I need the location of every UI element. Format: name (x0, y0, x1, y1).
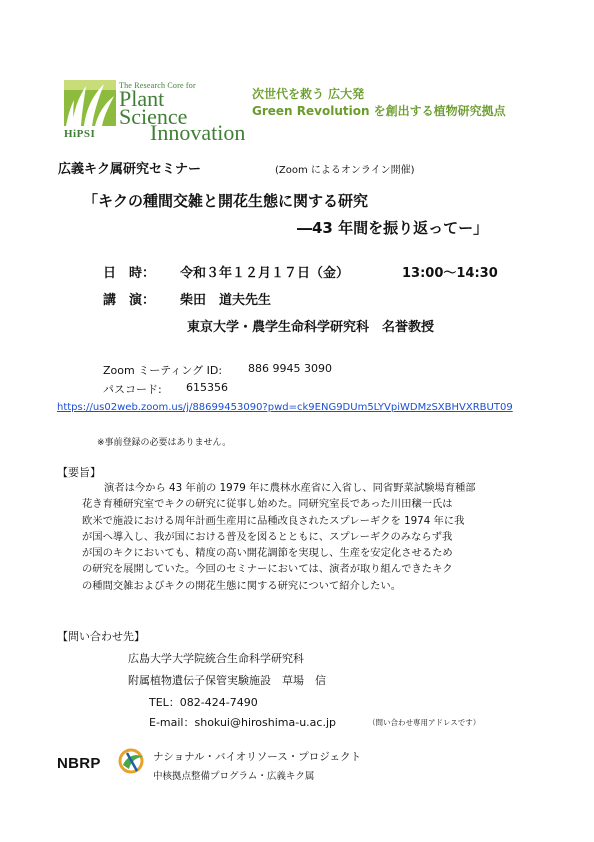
nbrp-swirl-icon (117, 747, 147, 775)
speaker-label: 講 演： (103, 293, 156, 308)
logo-word-plant: Plant (119, 86, 165, 111)
abstract-line: が国のキクにおいても、精度の高い開花調節を実現し、生産を安定化させるため (82, 547, 453, 560)
contact-email[interactable]: E-mail：shokui@hiroshima-u.ac.jp (149, 716, 336, 729)
zoom-meeting-id-label: Zoom ミーティング ID: (103, 364, 223, 377)
zoom-meeting-id-value: 886 9945 3090 (248, 362, 332, 375)
abstract-line: 花き育種研究室でキクの研究に従事し始めた。同研究室長であった川田穣一氏は (82, 498, 453, 511)
header-tagline-line1: 次世代を救う 広大発 (252, 87, 365, 101)
contact-facility-person: 附属植物遺伝子保管実験施設 草場 信 (128, 674, 326, 687)
zoom-passcode-value: 615356 (186, 381, 228, 394)
abstract-line: の研究を展開していた。今回のセミナーにおいては、演者が取り組んできたキク (82, 563, 453, 576)
seminar-series-title: 広義キク属研究セミナー (58, 162, 202, 177)
date-label: 日 時： (103, 266, 156, 281)
abstract-line: 演者は今から 43 年前の 1979 年に農林水産省に入省し、同省野菜試験場育種部 (104, 482, 476, 494)
footer-project-name: ナショナル・バイオリソース・プロジェクト (153, 751, 362, 763)
contact-heading: 【問い合わせ先】 (57, 630, 145, 643)
speaker-affiliation: 東京大学・農学生命科学研究科 名誉教授 (187, 320, 435, 335)
talk-title-line1: 「キクの種間交雑と開花生態に関する研究 (83, 192, 369, 210)
abstract-body (82, 480, 540, 594)
abstract-line: 欧米で施設における周年計画生産用に品種改良されたスプレーギクを 1974 年に我 (82, 514, 465, 527)
contact-phone: TEL：082-424-7490 (149, 696, 258, 709)
abstract-heading: 【要旨】 (57, 466, 101, 479)
contact-organization: 広島大学大学院統合生命科学研究科 (128, 652, 304, 665)
contact-email-note: （問い合わせ専用アドレスです） (368, 718, 481, 727)
logo-word-innovation: Innovation (150, 120, 246, 145)
talk-title-line2: ―43 年間を振り返ってー」 (297, 219, 489, 237)
abstract-line: の種間交雑およびキクの開花生態に関する研究について紹介したい。 (82, 579, 401, 592)
footer-program-name: 中核拠点整備プログラム・広義キク属 (153, 771, 315, 782)
logo-badge-hipsi: HiPSI (64, 128, 96, 140)
seminar-mode-note: (Zoom によるオンライン開催) (275, 165, 415, 176)
date-value: 令和３年１２月１７日（金） (180, 266, 350, 281)
zoom-meeting-link[interactable]: https://us02web.zoom.us/j/88699453090?pwd=ck9ENG9DUm5LYVpiWDMzSXBHVXRBUT09 (57, 402, 513, 413)
speaker-name: 柴田 道夫先生 (180, 293, 272, 308)
nbrp-logo-text: NBRP (57, 755, 101, 772)
registration-note: ※事前登録の必要はありません。 (97, 438, 232, 448)
zoom-passcode-label: パスコード: (103, 383, 162, 396)
header-tagline-line2: Green Revolution を創出する植物研究拠点 (252, 104, 506, 118)
time-value: 13:00〜14:30 (402, 266, 498, 281)
logo-tagline-small: The Research Core for (119, 81, 196, 90)
logo-word-science: Science (119, 104, 188, 129)
abstract-line: が国へ導入し、我が国における普及を図るとともに、スプレーギクのみならず我 (82, 530, 453, 543)
